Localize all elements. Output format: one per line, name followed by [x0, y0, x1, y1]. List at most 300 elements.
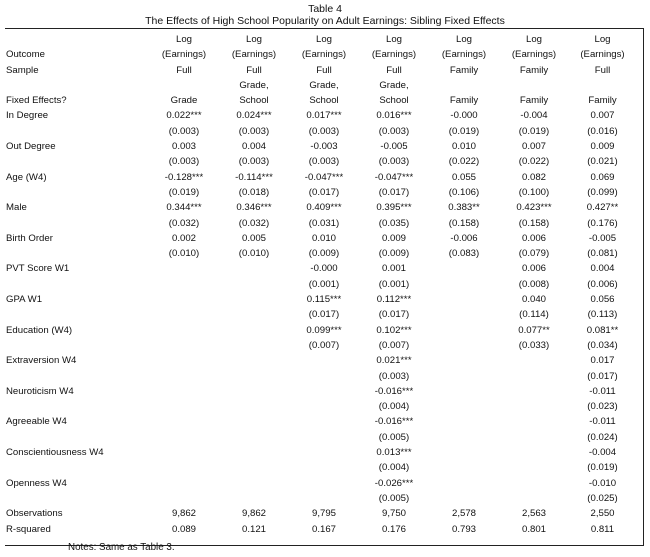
table-cell: (Earnings) — [231, 49, 277, 61]
table-cell: 0.017 — [590, 355, 615, 367]
table-row — [6, 185, 636, 200]
table-row — [6, 47, 636, 62]
row-label: Outcome — [6, 49, 45, 61]
table-row — [6, 93, 636, 108]
table-cell — [149, 399, 219, 414]
table-cell: 0.344*** — [166, 202, 202, 214]
table-row — [6, 338, 636, 353]
row-label: GPA W1 — [6, 294, 43, 306]
table-cell — [499, 476, 569, 491]
row-label: Openness W4 — [6, 477, 67, 489]
table-cell: Log — [455, 34, 472, 45]
table-cell: 2,550 — [590, 508, 615, 520]
row-label — [6, 399, 149, 414]
table-cell — [149, 292, 219, 307]
table-cell: (0.003) — [238, 156, 270, 168]
table-cell: 0.004 — [241, 141, 266, 153]
table-cell — [499, 369, 569, 384]
table-cell: (0.021) — [587, 156, 618, 168]
table-cell: School — [379, 95, 409, 107]
table-cell: -0.000 — [450, 110, 478, 122]
table-cell — [499, 353, 569, 368]
table-row — [6, 384, 636, 399]
table-cell: (0.004) — [378, 462, 410, 474]
table-cell — [499, 78, 569, 93]
table-row — [6, 522, 636, 537]
table-cell: (0.009) — [378, 248, 410, 260]
table-cell: 9,795 — [311, 508, 336, 520]
table-cell — [219, 399, 289, 414]
table-cell: (0.031) — [308, 217, 340, 229]
table-cell: (0.003) — [308, 125, 340, 137]
table-cell: -0.047*** — [374, 171, 414, 183]
table-row — [6, 154, 636, 169]
table-cell: 0.089 — [171, 523, 196, 535]
table-cell: (0.001) — [308, 278, 340, 290]
table-cell: 0.055 — [451, 171, 476, 183]
table-cell: 0.013*** — [376, 447, 412, 459]
table-cell: (0.009) — [308, 248, 340, 260]
table-row — [6, 491, 636, 506]
table-cell: (0.022) — [448, 156, 480, 168]
table-cell: -0.128*** — [164, 171, 204, 183]
table-cell — [219, 292, 289, 307]
table-cell: (0.003) — [238, 125, 270, 137]
table-cell: (0.005) — [378, 431, 410, 443]
table-cell — [149, 384, 219, 399]
table-cell: 0.005 — [241, 232, 266, 244]
table-cell — [569, 78, 636, 93]
table-cell — [499, 445, 569, 460]
table-row — [6, 460, 636, 475]
table-cell — [219, 430, 289, 445]
table-cell — [499, 460, 569, 475]
table-cell — [219, 323, 289, 338]
table-cell: (0.024) — [587, 431, 618, 443]
table-cell: (0.017) — [587, 370, 618, 382]
table-cell — [219, 414, 289, 429]
table-cell — [149, 307, 219, 322]
table-cell: (0.158) — [518, 217, 550, 229]
row-label — [6, 277, 149, 292]
table-cell: (0.003) — [378, 370, 410, 382]
table-cell: -0.047*** — [304, 171, 344, 183]
table-cell: 0.009 — [381, 232, 406, 244]
table-row — [6, 170, 636, 185]
table-cell: (0.006) — [587, 278, 618, 290]
table-cell: (0.003) — [378, 125, 410, 137]
table-cell — [149, 491, 219, 506]
table-cell: 0.801 — [521, 523, 546, 535]
table-cell: (0.017) — [308, 309, 340, 321]
table-cell: (0.007) — [308, 339, 340, 351]
table-cell — [429, 323, 499, 338]
table-cell — [429, 261, 499, 276]
table-cell — [429, 491, 499, 506]
table-row — [6, 430, 636, 445]
table-cell: 0.409*** — [306, 202, 342, 214]
table-cell: (0.025) — [587, 492, 618, 504]
table-cell: 0.006 — [521, 263, 546, 275]
table-cell — [219, 369, 289, 384]
table-cell: -0.010 — [588, 477, 617, 489]
table-cell — [219, 384, 289, 399]
table-row — [6, 108, 636, 123]
row-label: Education (W4) — [6, 324, 73, 336]
table-cell: (Earnings) — [441, 49, 487, 61]
table-cell: 0.021*** — [376, 355, 412, 367]
row-label: Observations — [6, 508, 63, 520]
table-cell — [499, 414, 569, 429]
row-label: Fixed Effects? — [6, 95, 67, 107]
table-cell — [289, 369, 359, 384]
table-cell — [429, 460, 499, 475]
row-label — [6, 154, 149, 169]
table-row — [6, 246, 636, 261]
table-cell: -0.005 — [588, 232, 617, 244]
table-cell: School — [239, 95, 269, 107]
table-cell — [429, 292, 499, 307]
table-cell: School — [309, 95, 339, 107]
table-cell — [149, 323, 219, 338]
table-cell — [499, 491, 569, 506]
table-cell: (0.004) — [378, 401, 410, 413]
table-cell: 0.081** — [586, 324, 619, 336]
table-cell — [219, 338, 289, 353]
row-label — [6, 460, 149, 475]
table-cell: (0.016) — [587, 125, 618, 137]
table-cell: -0.016*** — [374, 385, 414, 397]
table-cell: Log — [315, 34, 332, 45]
row-label — [6, 216, 149, 231]
table-cell: 0.002 — [171, 232, 196, 244]
table-number: Table 4 — [308, 3, 342, 15]
table-cell — [499, 430, 569, 445]
table-cell: (0.008) — [518, 278, 550, 290]
table-cell: -0.005 — [380, 141, 408, 153]
table-cell — [289, 491, 359, 506]
row-label: Male — [6, 202, 27, 214]
table-cell: (0.081) — [587, 248, 618, 260]
table-cell — [429, 307, 499, 322]
table-cell: -0.004 — [520, 110, 548, 122]
table-row — [6, 307, 636, 322]
row-label: Agreeable W4 — [6, 416, 67, 428]
table-cell: (0.019) — [448, 125, 480, 137]
table-cell: 0.001 — [381, 263, 406, 275]
table-cell: (0.017) — [308, 186, 340, 198]
row-label: Neuroticism W4 — [6, 385, 74, 397]
table-cell: (0.003) — [308, 156, 340, 168]
table-cell: (0.114) — [519, 309, 549, 321]
table-title: The Effects of High School Popularity on Adult Earnings: Sibling Fixed Effects — [145, 15, 505, 27]
table-cell: 0.102*** — [376, 324, 412, 336]
table-cell: Log — [245, 34, 262, 45]
table-cell: 0.121 — [241, 523, 266, 535]
table-cell — [149, 476, 219, 491]
table-cell: 0.112*** — [376, 294, 412, 306]
table-cell: 0.077** — [518, 324, 550, 336]
table-cell: 0.383** — [448, 202, 480, 214]
table-cell: Full — [246, 64, 262, 76]
table-cell: (0.034) — [587, 339, 618, 351]
row-label: Birth Order — [6, 232, 53, 244]
table-cell — [149, 369, 219, 384]
table-cell: 0.423*** — [516, 202, 552, 214]
row-label — [6, 185, 149, 200]
table-cell: -0.011 — [589, 385, 616, 397]
row-label: Out Degree — [6, 141, 56, 153]
table-cell: (Earnings) — [301, 49, 347, 61]
row-label — [6, 124, 149, 139]
table-cell: (0.035) — [378, 217, 410, 229]
table-cell: 0.395*** — [376, 202, 412, 214]
table-row — [6, 124, 636, 139]
table-cell: 0.167 — [311, 523, 336, 535]
table-cell: Grade, — [309, 79, 339, 91]
table-cell: Family — [588, 95, 617, 107]
table-cell: Grade — [170, 95, 198, 107]
row-label — [6, 491, 149, 506]
table-cell — [499, 384, 569, 399]
table-cell: (0.032) — [238, 217, 270, 229]
table-cell — [149, 353, 219, 368]
row-label — [6, 78, 149, 93]
table-cell — [429, 277, 499, 292]
table-cell: 0.056 — [590, 294, 615, 306]
table-cell: Log — [594, 34, 611, 45]
table-cell: 9,750 — [381, 508, 406, 520]
table-cell: 9,862 — [241, 508, 266, 520]
table-cell: Full — [176, 64, 192, 76]
table-cell: 0.006 — [521, 232, 546, 244]
table-cell: 0.007 — [590, 110, 615, 122]
row-label: PVT Score W1 — [6, 263, 70, 275]
row-label — [6, 307, 149, 322]
table-cell: Family — [519, 64, 549, 76]
table-cell: Family — [519, 95, 549, 107]
table-row — [6, 414, 636, 429]
table-cell: -0.000 — [310, 263, 338, 275]
table-cell: (0.158) — [448, 217, 480, 229]
table-row — [6, 78, 636, 93]
table-row — [6, 32, 636, 47]
table-cell: Grade, — [379, 79, 409, 91]
table-cell: (0.100) — [518, 186, 550, 198]
table-cell — [429, 353, 499, 368]
top-rule — [5, 28, 643, 29]
table-cell — [429, 414, 499, 429]
table-cell: (0.005) — [378, 492, 410, 504]
row-label — [6, 369, 149, 384]
table-cell — [149, 414, 219, 429]
regression-table — [6, 32, 636, 537]
table-cell — [219, 353, 289, 368]
table-cell: -0.003 — [310, 141, 338, 153]
table-cell — [149, 261, 219, 276]
table-row — [6, 323, 636, 338]
row-label: Conscientiousness W4 — [6, 447, 104, 459]
table-cell: (Earnings) — [161, 49, 207, 61]
table-cell: (Earnings) — [580, 49, 625, 61]
table-cell — [289, 430, 359, 445]
table-cell: 0.017*** — [306, 110, 342, 122]
row-label: R-squared — [6, 523, 51, 535]
table-row — [6, 231, 636, 246]
table-row — [6, 216, 636, 231]
table-cell: -0.011 — [589, 416, 616, 428]
table-cell — [149, 445, 219, 460]
table-cell — [149, 277, 219, 292]
table-cell: (0.032) — [168, 217, 200, 229]
table-cell: Full — [316, 64, 332, 76]
table-cell — [289, 414, 359, 429]
table-row — [6, 369, 636, 384]
table-cell: (0.010) — [168, 248, 200, 260]
table-cell — [149, 78, 219, 93]
table-cell: 0.069 — [590, 171, 615, 183]
table-cell — [289, 353, 359, 368]
table-cell — [219, 476, 289, 491]
table-cell — [149, 430, 219, 445]
table-cell: (0.033) — [518, 339, 550, 351]
table-row — [6, 277, 636, 292]
table-cell — [429, 430, 499, 445]
table-cell: (0.003) — [168, 125, 200, 137]
table-cell: 2,563 — [521, 508, 546, 520]
table-cell: (0.017) — [378, 309, 410, 321]
table-cell: Family — [449, 64, 479, 76]
table-row — [6, 445, 636, 460]
table-cell: Grade, — [239, 79, 269, 91]
table-cell — [289, 384, 359, 399]
table-cell: 0.010 — [451, 141, 476, 153]
table-cell: (0.003) — [168, 156, 200, 168]
table-cell: (0.001) — [378, 278, 410, 290]
table-cell — [429, 338, 499, 353]
table-cell: Full — [594, 64, 611, 76]
table-cell: Log — [385, 34, 402, 45]
row-label — [6, 338, 149, 353]
table-row — [6, 200, 636, 215]
table-cell: 0.007 — [521, 141, 546, 153]
table-row — [6, 139, 636, 154]
table-cell: (Earnings) — [371, 49, 417, 61]
table-cell: 0.009 — [590, 141, 615, 153]
table-cell — [219, 277, 289, 292]
table-cell: (0.022) — [518, 156, 550, 168]
table-cell: 0.016*** — [376, 110, 412, 122]
table-cell: (0.106) — [448, 186, 480, 198]
table-body — [6, 32, 636, 537]
row-label: In Degree — [6, 110, 49, 122]
table-cell: 0.793 — [451, 523, 476, 535]
table-cell: -0.114*** — [235, 171, 273, 183]
table-cell: -0.016*** — [374, 416, 414, 428]
row-label: Extraversion W4 — [6, 355, 77, 367]
table-cell: 0.346*** — [236, 202, 272, 214]
table-cell — [149, 460, 219, 475]
table-cell — [499, 399, 569, 414]
table-cell — [429, 399, 499, 414]
table-row — [6, 261, 636, 276]
table-cell: Log — [175, 34, 192, 45]
table-cell: (0.113) — [587, 309, 618, 321]
table-cell: (0.099) — [587, 186, 618, 198]
table-cell — [289, 445, 359, 460]
table-cell: -0.004 — [588, 447, 617, 459]
table-cell — [219, 445, 289, 460]
table-cell: Family — [449, 95, 479, 107]
table-cell — [219, 261, 289, 276]
table-cell: 0.811 — [590, 523, 615, 535]
table-cell: 2,578 — [451, 508, 476, 520]
table-row — [6, 292, 636, 307]
table-cell — [429, 78, 499, 93]
table-cell: 0.040 — [521, 294, 546, 306]
row-label: Age (W4) — [6, 171, 47, 183]
table-cell: (0.176) — [587, 217, 618, 229]
table-cell: (Earnings) — [511, 49, 557, 61]
table-cell: (0.019) — [518, 125, 550, 137]
table-row — [6, 353, 636, 368]
table-cell — [219, 307, 289, 322]
table-cell: -0.006 — [450, 232, 478, 244]
table-cell: (0.019) — [587, 462, 618, 474]
table-cell: Log — [525, 34, 542, 45]
table-row — [6, 506, 636, 521]
table-cell: 0.004 — [590, 263, 615, 275]
table-cell — [429, 476, 499, 491]
table-cell — [289, 460, 359, 475]
row-label — [6, 430, 149, 445]
table-cell: 0.022*** — [166, 110, 202, 122]
row-label — [6, 246, 149, 261]
table-cell: 0.099*** — [306, 324, 342, 336]
table-row — [6, 476, 636, 491]
table-cell: (0.019) — [168, 186, 200, 198]
table-cell — [429, 384, 499, 399]
table-cell: (0.083) — [448, 248, 480, 260]
table-cell: 9,862 — [171, 508, 196, 520]
table-cell — [289, 476, 359, 491]
table-cell — [289, 399, 359, 414]
table-cell: (0.010) — [238, 248, 270, 260]
table-cell — [149, 338, 219, 353]
table-cell — [219, 460, 289, 475]
table-cell — [429, 445, 499, 460]
table-cell: 0.082 — [521, 171, 546, 183]
table-cell: -0.026*** — [374, 477, 414, 489]
row-label: Sample — [6, 64, 39, 76]
table-cell: 0.010 — [311, 232, 336, 244]
table-row — [6, 63, 636, 78]
table-cell: (0.003) — [378, 156, 410, 168]
table-notes: Notes: Same as Table 3. — [68, 542, 175, 553]
table-cell — [429, 369, 499, 384]
right-border — [643, 28, 644, 546]
table-cell: (0.007) — [378, 339, 410, 351]
table-cell: (0.079) — [518, 248, 550, 260]
table-cell: (0.017) — [378, 186, 410, 198]
table-cell: 0.024*** — [236, 110, 272, 122]
table-cell: 0.427** — [586, 202, 619, 214]
table-row — [6, 399, 636, 414]
table-cell: (0.018) — [238, 186, 270, 198]
row-label — [6, 32, 149, 47]
table-cell — [219, 491, 289, 506]
table-cell: 0.115*** — [306, 294, 342, 306]
